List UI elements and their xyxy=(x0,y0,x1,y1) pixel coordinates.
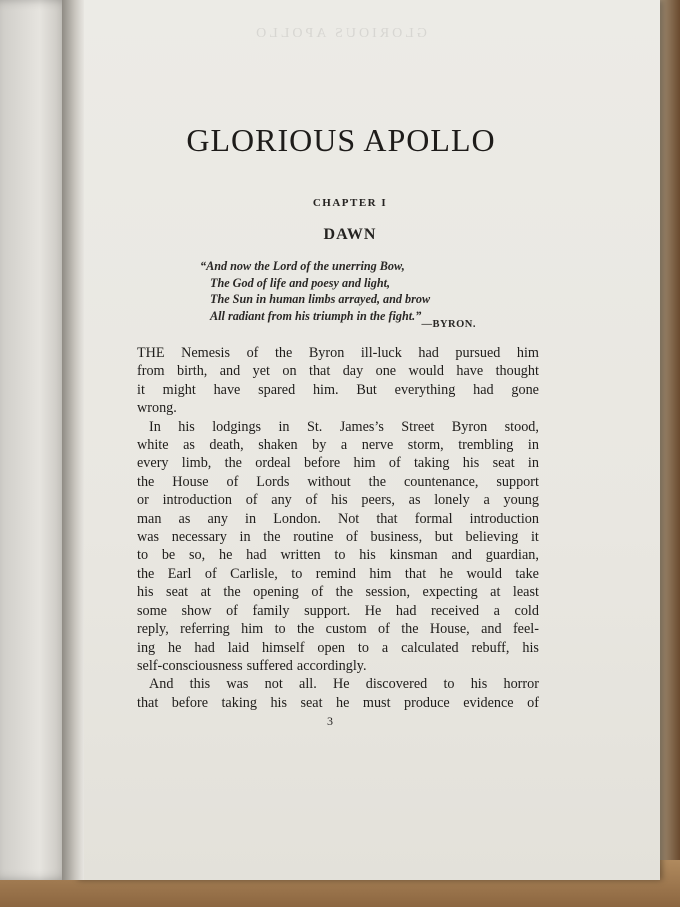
body-line: his seat at the opening of the session, expecting at least xyxy=(137,584,539,601)
body-text xyxy=(137,344,539,712)
epigraph-line: The God of life and poesy and light, xyxy=(210,275,391,290)
body-line: it might have spared him. But everything had gone xyxy=(137,381,539,398)
body-line: the House of Lords without the countenance, support xyxy=(137,473,539,490)
book-title: GLORIOUS APOLLO xyxy=(186,122,496,158)
body-line: In his lodgings in St. James’s Street Byron stood, xyxy=(149,418,539,435)
epigraph-line: The Sun in human limbs arrayed, and brow xyxy=(210,292,431,306)
book-gutter xyxy=(62,0,84,880)
body-line: or introduction of any of his peers, as lonely a young xyxy=(137,492,539,509)
body-line: white as death, shaken by a nerve storm, trembling in xyxy=(137,437,539,454)
page-number: 3 xyxy=(327,714,333,728)
body-line: self-consciousness suffered accordingly. xyxy=(137,657,367,674)
body-line: THE Nemesis of the Byron ill-luck had pursued him xyxy=(137,345,539,361)
epigraph-attribution: —BYRON. xyxy=(421,319,476,330)
show-through-running-head: GLORIOUS APOLLO xyxy=(253,26,427,41)
chapter-number: CHAPTER I xyxy=(312,197,388,209)
body-line: that before taking his seat he must produce evidence of xyxy=(137,694,539,711)
body-line: the Earl of Carlisle, to remind him that he would take xyxy=(137,565,539,582)
epigraph xyxy=(200,258,490,324)
body-line: from birth, and yet on that day one would have thought xyxy=(137,363,539,380)
body-line: ing he had laid himself open to a calculated rebuff, his xyxy=(137,639,539,656)
body-line: to be so, he had written to his kinsman and guardian, xyxy=(137,547,539,564)
body-line: And this was not all. He discovered to his horror xyxy=(149,676,539,693)
body-line: reply, referring him to the custom of the House, and feel- xyxy=(137,621,539,638)
body-line: was necessary in the routine of business, but believing it xyxy=(137,529,539,546)
epigraph-line: “And now the Lord of the unerring Bow, xyxy=(200,259,405,273)
body-line: wrong. xyxy=(137,400,177,417)
body-line: some show of family support. He had received a cold xyxy=(137,602,539,619)
chapter-title: DAWN xyxy=(323,226,377,243)
epigraph-line: All radiant from his triumph in the fight.” xyxy=(210,308,422,323)
body-line: man as any in London. Not that formal introduction xyxy=(137,510,539,527)
body-line: every limb, the ordeal before him of taking his seat in xyxy=(137,455,539,472)
